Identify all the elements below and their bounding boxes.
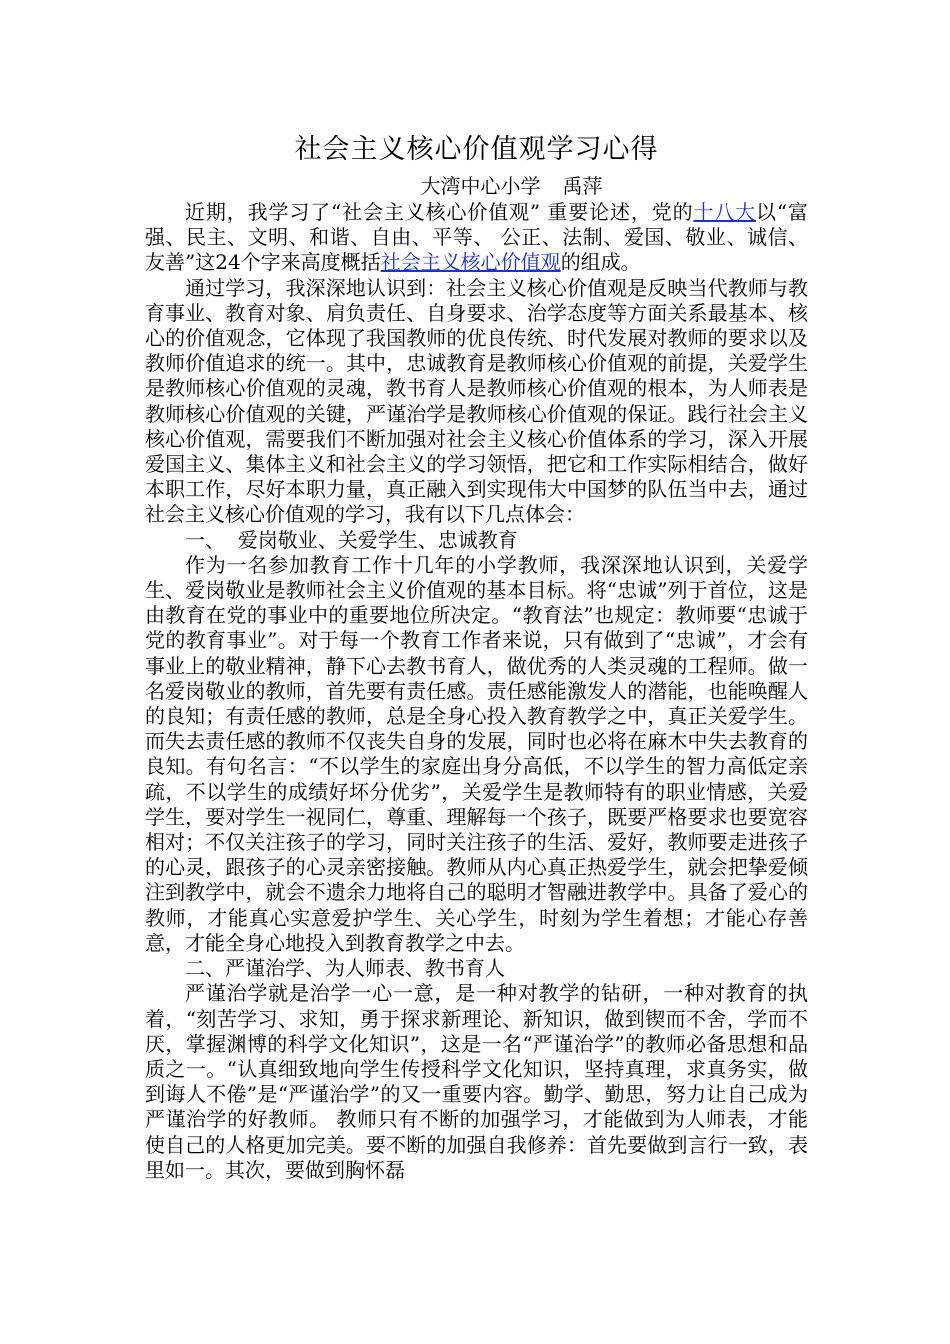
- author-name: 禹萍: [562, 174, 603, 198]
- paragraph-section-1: 作为一名参加教育工作十几年的小学教师，我深深地认识到，关爱学生、爱岗敬业是教师社会主义价值观的基本目标。将“忠诚”列于首位，这是由教育在党的事业中的重要地位所决定。“教育法”也规定：教师要“忠诚于党的教育事业”。对于每一个教育工作者来说，只有做到了“忠诚”，才会有事业上的敬业精神，静下心去教书育人，做优秀的人类灵魂的工程师。做一名爱岗敬业的教师，首先要有责任感。责任感能激发人的潜能，也能唤醒人的良知；有责任感的教师，总是全身心投入教育教学之中，真正关爱学生。而失去责任感的教师不仅丧失自身的发展，同时也必将在麻木中失去教育的良知。有句名言：“不以学生的家庭出身分高低，不以学生的智力高低定亲疏，不以学生的成绩好坏分优劣”，关爱学生是教师特有的职业情感，关爱学生，要对学生一视同仁，尊重、理解每一个孩子，既要严格要求也要宽容相对；不仅关注孩子的学习，同时关注孩子的生活、爱好，教师要走进孩子的心灵，跟孩子的心灵亲密接触。教师从内心真正热爱学生，就会把挚爱倾注到教学中，就会不遗余力地将自己的聪明才智融进教学中。具备了爱心的教师，才能真心实意爱护学生、关心学生，时刻为学生着想；才能心存善意，才能全身心地投入到教育教学之中去。: [145, 552, 808, 955]
- document-title: 社会主义核心价值观学习心得: [294, 134, 659, 165]
- link-core-values[interactable]: 社会主义核心价值观: [380, 250, 561, 275]
- intro-text-middle: 以“富强、民主、文明、和谐、自由、平等、 公正、法制、爱国、敬业、诚信、友善”这24个字来高度概括: [145, 200, 809, 275]
- intro-text-end: 的组成。: [560, 250, 641, 275]
- section-heading-1: 一、 爱岗敬业、关爱学生、忠诚教育: [185, 527, 518, 552]
- paragraph-section-2: 严谨治学就是治学一心一意，是一种对教学的钻研，一种对教育的执着，“刻苦学习、求知，勇于探求新理论、新知识，做到锲而不舍，学而不厌，掌握渊博的科学文化知识”，这是一名“严谨治学”的教师必备思想和品质之一。“认真细致地向学生传授科学文化知识，坚持真理，求真务实，做到诲人不倦”是“严谨治学”的又一重要内容。勤学、勤思，努力让自己成为严谨治学的好教师。 教师只有不断的加强学习，才能做到为人师表，才能使自己的人格更加完美。要不断的加强自我修养：首先要做到言行一致，表里如一。其次，要做到胸怀磊: [145, 981, 808, 1182]
- link-shiba-da[interactable]: 十八大: [693, 200, 757, 224]
- document-page: [145, 128, 808, 1183]
- author-line: [215, 172, 808, 200]
- section-heading-2: 二、严谨治学、为人师表、教书育人: [185, 956, 505, 981]
- author-school: 大湾中心小学: [420, 174, 541, 198]
- paragraph-intro: [145, 200, 808, 276]
- paragraph-understanding: 通过学习，我深深地认识到：社会主义核心价值观是反映当代教师与教育事业、教育对象、肩负责任、自身要求、治学态度等方面关系最基本、核心的价值观念，它体现了我国教师的优良传统、时代发展对教师的要求以及教师价值追求的统一。其中，忠诚教育是教师核心价值观的前提，关爱学生是教师核心价值观的灵魂，教书育人是教师核心价值观的根本，为人师表是教师核心价值观的关键，严谨治学是教师核心价值观的保证。践行社会主义核心价值观，需要我们不断加强对社会主义核心价值体系的学习，深入开展爱国主义、集体主义和社会主义的学习领悟，把它和工作实际相结合，做好本职工作，尽好本职力量，真正融入到实现伟大中国梦的队伍当中去，通过社会主义核心价值观的学习，我有以下几点体会：: [145, 275, 808, 527]
- intro-text-start: 近期，我学习了“社会主义核心价值观” 重要论述，党的: [185, 200, 694, 224]
